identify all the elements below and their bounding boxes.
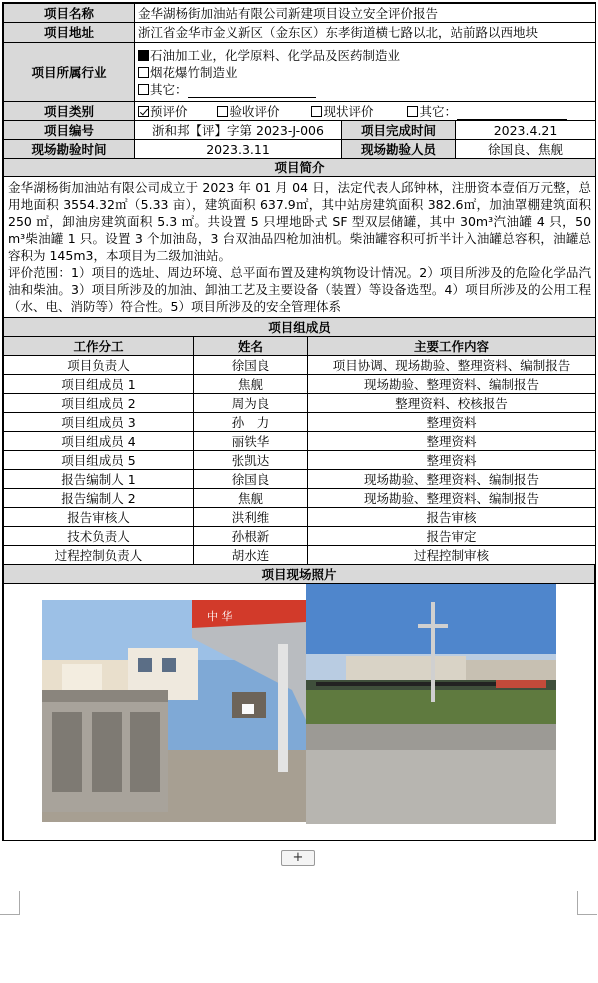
table-row [4, 527, 596, 546]
checkbox-empty-icon[interactable] [311, 106, 322, 117]
checkbox-filled-icon[interactable] [138, 50, 149, 61]
project-code-label: 项目编号 [4, 121, 135, 140]
table-row [4, 508, 596, 527]
project-name-label: 项目名称 [4, 4, 135, 23]
page-gap [0, 866, 598, 888]
project-type-label: 项目类别 [4, 102, 135, 121]
team-name-cell[interactable]: 胡水连 [194, 546, 308, 565]
team-name-cell[interactable]: 孙 力 [194, 413, 308, 432]
team-work-cell[interactable]: 报告审核 [308, 508, 596, 527]
team-work-cell[interactable]: 过程控制审核 [308, 546, 596, 565]
team-title: 项目组成员 [4, 318, 596, 337]
industry-options [135, 43, 596, 102]
checkbox-empty-icon[interactable] [407, 106, 418, 117]
team-work-cell[interactable]: 现场勘验、整理资料、编制报告 [308, 489, 596, 508]
photos-cell [4, 584, 595, 840]
team-header-work: 主要工作内容 [308, 337, 596, 356]
industry-label: 项目所属行业 [4, 43, 135, 102]
team-work-cell[interactable]: 现场勘验、整理资料、编制报告 [308, 470, 596, 489]
team-work-cell[interactable]: 项目协调、现场勘验、整理资料、编制报告 [308, 356, 596, 375]
team-role-cell[interactable]: 过程控制负责人 [4, 546, 194, 565]
table-row [4, 546, 596, 565]
team-work-cell[interactable]: 整理资料 [308, 432, 596, 451]
team-name-cell[interactable]: 孙根新 [194, 527, 308, 546]
page-corner-right [577, 891, 597, 915]
team-role-cell[interactable]: 报告编制人 2 [4, 489, 194, 508]
team-role-cell[interactable]: 项目组成员 5 [4, 451, 194, 470]
project-type-options [135, 102, 596, 121]
checkbox-empty-icon[interactable] [138, 67, 149, 78]
survey-person-label: 现场勘验人员 [342, 140, 456, 159]
photos-table [3, 564, 595, 840]
team-work-cell[interactable]: 现场勘验、整理资料、编制报告 [308, 375, 596, 394]
industry-option-fireworks[interactable]: 烟花爆竹制造业 [138, 64, 592, 81]
team-role-cell[interactable]: 报告编制人 1 [4, 470, 194, 489]
team-name-cell[interactable]: 张凯达 [194, 451, 308, 470]
type-other-blank[interactable] [457, 106, 567, 120]
checkbox-empty-icon[interactable] [217, 106, 228, 117]
project-name-value[interactable]: 金华湖杨街加油站有限公司新建项目设立安全评价报告 [135, 4, 596, 23]
project-address-label: 项目地址 [4, 23, 135, 43]
intro-title: 项目简介 [4, 159, 596, 177]
survey-time-value[interactable]: 2023.3.11 [135, 140, 342, 159]
canopy-sign-text: 中 华 [207, 610, 233, 623]
report-form [2, 2, 596, 841]
team-work-cell[interactable]: 整理资料、校核报告 [308, 394, 596, 413]
type-option-other[interactable]: 其它： [407, 104, 567, 119]
table-row [4, 375, 596, 394]
team-role-cell[interactable]: 项目负责人 [4, 356, 194, 375]
type-option-status[interactable]: 现状评价 [311, 104, 373, 119]
team-work-cell[interactable]: 整理资料 [308, 413, 596, 432]
team-role-cell[interactable]: 项目组成员 3 [4, 413, 194, 432]
team-name-cell[interactable]: 洪利维 [194, 508, 308, 527]
team-header-role: 工作分工 [4, 337, 194, 356]
team-work-cell[interactable]: 报告审定 [308, 527, 596, 546]
team-name-cell[interactable]: 焦舰 [194, 489, 308, 508]
intro-body[interactable] [4, 177, 596, 318]
page-corner-left [0, 891, 20, 915]
team-name-cell[interactable]: 焦舰 [194, 375, 308, 394]
industry-other-blank[interactable] [188, 84, 316, 98]
finish-time-label: 项目完成时间 [342, 121, 456, 140]
project-address-value[interactable]: 浙江省金华市金义新区（金东区）东孝街道横七路以北，站前路以西地块 [135, 23, 596, 43]
survey-person-value[interactable]: 徐国良、焦舰 [456, 140, 596, 159]
team-name-cell[interactable]: 徐国良 [194, 470, 308, 489]
intro-text: 金华湖杨街加油站有限公司成立于 2023 年 01 月 04 日，法定代表人邱钟林，注册资本壹佰万元整，总用地面积 3554.32㎡（5.33 亩），建筑面积 637.9㎡，其中站房建筑面积 382.6㎡，加油罩棚建筑面积 250 ㎡，卸油房建筑面积 5.3 ㎡。共设置 5 只埋地卧式 SF 型双层储罐，其中 30m³汽油罐 4 只，50 m³柴油罐 1 只。设置 3 个加油岛，3 台双油品四枪加油机。柴油罐容积可折半计入油罐总容积，油罐总容积为 145m3，本项目为二级加油站。 [8, 180, 592, 263]
team-name-cell[interactable]: 丽铁华 [194, 432, 308, 451]
checkbox-checked-icon[interactable] [138, 106, 149, 117]
intro-scope: 评价范围：1）项目的选址、周边环境、总平面布置及建构筑物设计情况。2）项目所涉及的危险化学品汽油和柴油。3）项目所涉及的加油、卸油工艺及主要设备（装置）等设备选型。4）项目所涉及的公用工程（水、电、消防等）符合性。5）项目所涉及的安全管理体系 [8, 265, 592, 314]
team-role-cell[interactable]: 项目组成员 4 [4, 432, 194, 451]
team-role-cell[interactable]: 项目组成员 1 [4, 375, 194, 394]
team-role-cell[interactable]: 项目组成员 2 [4, 394, 194, 413]
project-info-table [3, 3, 596, 337]
table-row [4, 451, 596, 470]
table-row [4, 489, 596, 508]
team-name-cell[interactable]: 周为良 [194, 394, 308, 413]
team-role-cell[interactable]: 技术负责人 [4, 527, 194, 546]
team-work-cell[interactable]: 整理资料 [308, 451, 596, 470]
table-row [4, 413, 596, 432]
photos-title: 项目现场照片 [4, 565, 595, 584]
project-code-value[interactable]: 浙和邦【评】字第 2023-J-006 [135, 121, 342, 140]
survey-time-label: 现场勘验时间 [4, 140, 135, 159]
team-header-name: 姓名 [194, 337, 308, 356]
team-name-cell[interactable]: 徐国良 [194, 356, 308, 375]
table-row [4, 394, 596, 413]
type-option-pre[interactable]: 预评价 [138, 104, 188, 119]
site-photo-canopy[interactable] [42, 600, 306, 822]
table-row [4, 356, 596, 375]
add-button[interactable]: + [281, 850, 315, 866]
industry-option-petro[interactable]: 石油加工业，化学原料、化学品及医药制造业 [138, 47, 592, 64]
site-photo-field[interactable] [306, 584, 556, 824]
table-row [4, 470, 596, 489]
finish-time-value[interactable]: 2023.4.21 [456, 121, 596, 140]
table-row [4, 432, 596, 451]
team-role-cell[interactable]: 报告审核人 [4, 508, 194, 527]
type-option-acceptance[interactable]: 验收评价 [217, 104, 279, 119]
team-table [3, 336, 596, 565]
industry-option-other[interactable]: 其它： [138, 81, 592, 98]
checkbox-empty-icon[interactable] [138, 84, 149, 95]
